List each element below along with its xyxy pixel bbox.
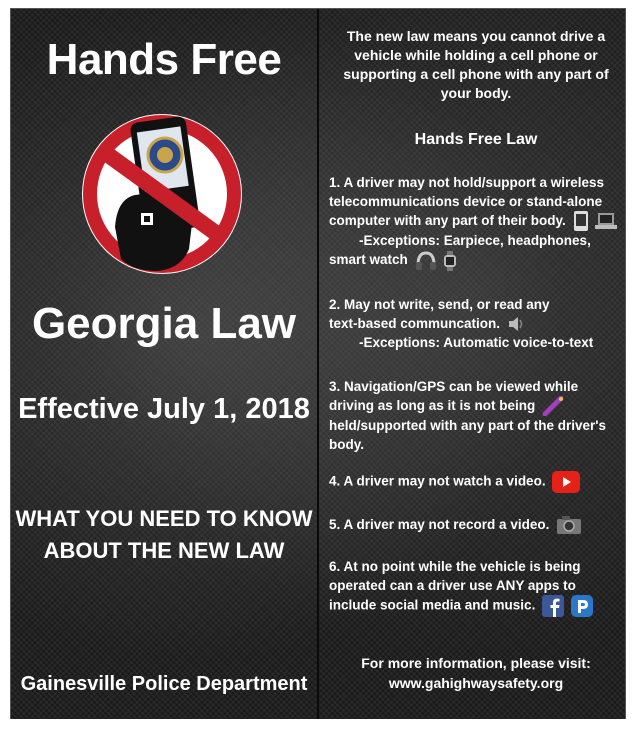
rule-2-line-1: 2. May not write, send, or read any: [329, 297, 550, 312]
rule-5-text: 5. A driver may not record a video.: [329, 517, 550, 532]
know-line-2: ABOUT THE NEW LAW: [43, 538, 285, 563]
law-title: Hands Free Law: [414, 131, 538, 148]
rule-4-text: 4. A driver may not watch a video.: [329, 473, 546, 489]
right-panel: [323, 9, 623, 719]
smartwatch-icon: [443, 251, 457, 271]
speaker-icon: [507, 315, 523, 333]
state-law-heading: Georgia Law: [31, 299, 297, 348]
rule-1-line-3: computer with any part of their body.: [329, 213, 566, 228]
bottom-margin: [0, 719, 640, 731]
intro-text: [331, 27, 621, 103]
facebook-icon: [542, 595, 564, 617]
intro-line-1: The new law means you cannot drive a: [346, 28, 606, 44]
rule-6-line-3: include social media and music.: [329, 597, 536, 613]
rule-3-line-1: 3. Navigation/GPS can be viewed while: [329, 379, 579, 394]
flyer: [10, 8, 626, 720]
rule-6: [329, 557, 619, 617]
rule-1: [329, 173, 619, 271]
police-seal-icon: [148, 138, 182, 172]
intro-line-2: vehicle while holding a cell phone or: [354, 47, 598, 63]
youtube-icon: [552, 471, 580, 493]
rule-3: [329, 377, 619, 454]
rule-1-exc-row: [329, 250, 619, 270]
know-heading: [11, 503, 317, 567]
rule-4: [329, 471, 619, 493]
rule-3-line-2: driving as long as it is not being: [329, 398, 536, 413]
flyer-title: Hands Free: [46, 35, 282, 84]
rule-1-line-3-row: [329, 211, 619, 231]
intro-line-3: supporting a cell phone with any part of: [343, 66, 609, 82]
pandora-icon: [571, 595, 593, 617]
more-info-label: For more information, please visit:: [361, 655, 591, 671]
rule-2-exceptions: -Exceptions: Automatic voice-to-text: [359, 335, 594, 351]
no-phone-icon: [77, 109, 247, 279]
rule-2-line-2: text-based communcation.: [329, 316, 501, 331]
more-info: [331, 653, 621, 693]
laptop-icon: [595, 212, 617, 230]
rule-1-exceptions: -Exceptions: Earpiece, headphones,: [359, 233, 591, 249]
rule-3-line-3: held/supported with any part of the driver's: [329, 418, 606, 434]
department-name: Gainesville Police Department: [20, 673, 308, 695]
rule-2: [329, 295, 619, 352]
rule-3-line-2-row: [329, 396, 619, 416]
rule-6-line-1: 6. At no point while the vehicle is being: [329, 559, 581, 574]
rule-5: [329, 515, 619, 535]
pen-icon: [542, 396, 564, 416]
know-line-1: WHAT YOU NEED TO KNOW: [15, 506, 313, 531]
rule-1-line-1: 1. A driver may not hold/support a wireless: [329, 175, 605, 190]
rule-3-line-4: body.: [329, 437, 364, 453]
effective-date: Effective July 1, 2018: [18, 393, 310, 425]
left-panel: [11, 9, 317, 719]
panel-divider: [317, 9, 319, 719]
rule-6-line-3-row: [329, 595, 619, 617]
rule-1-line-2: telecommunications device or stand-alone: [329, 194, 603, 209]
intro-line-4: your body.: [440, 85, 512, 101]
headphones-icon: [415, 251, 437, 271]
camera-icon: [556, 515, 582, 535]
phone-icon: [573, 211, 589, 231]
rule-1-exceptions-2: smart watch: [329, 252, 408, 268]
website-link[interactable]: www.gahighwaysafety.org: [388, 675, 564, 691]
rule-2-line-2-row: [329, 314, 619, 333]
rule-6-line-2: operated can a driver use ANY apps to: [329, 578, 576, 593]
